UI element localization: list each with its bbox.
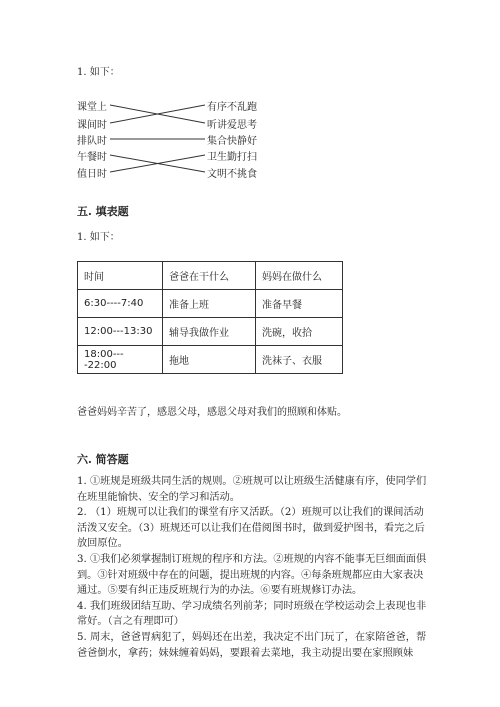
table-cell: 拖地	[163, 346, 256, 374]
matching-right-item: 卫生勤打扫	[207, 152, 257, 163]
table-cell: 准备上班	[163, 290, 256, 318]
matching-left-item: 课堂上	[77, 102, 107, 113]
table-row	[78, 346, 343, 374]
header-cell: 妈妈在做什么	[256, 262, 343, 290]
answer-line: 爸爸倒水，拿药；妹妹缠着妈妈，要跟着去菜地，我主动提出要在家照顾妹	[77, 647, 414, 659]
answer-line: 放回原位。	[77, 538, 128, 550]
schedule-table	[77, 261, 343, 374]
matching-left-item: 排队时	[77, 136, 107, 147]
short-answer-body	[77, 474, 437, 661]
matching-left-item: 值日时	[77, 169, 107, 180]
table-cell: 洗袜子、衣服	[256, 346, 343, 374]
table-cell: 18:00----22:00	[78, 346, 163, 374]
answer-line: 常好。（言之有理即可）	[77, 616, 184, 628]
table-cell: 洗碗，收拾	[256, 318, 343, 346]
matching-right-item: 有序不乱跑	[207, 102, 257, 113]
answer-line: 在班里能愉快、安全的学习和活动。	[77, 491, 240, 503]
matching-right-item: 听讲爱思考	[207, 120, 257, 131]
table-header-row	[78, 262, 343, 290]
table-cell: 12:00---13:30	[78, 318, 163, 346]
matching-right-item: 集合快静好	[207, 136, 257, 147]
section-title-fill-table: 五. 填表题	[77, 205, 129, 218]
answer-line: 5. 周末，爸爸胃病犯了，妈妈还在出差，我决定不出门玩了，在家陪爸爸，帮	[77, 631, 427, 643]
table-row	[78, 318, 343, 346]
answer-line: 4. 我们班级团结互助、学习成绩名列前茅；同时班级在学校运动会上表现也非	[77, 600, 427, 612]
answer-line: 3. ①我们必须掌握制订班规的程序和方法。②班规的内容不能事无巨细面面俱	[77, 553, 427, 565]
header-cell: 时间	[78, 262, 163, 290]
table-row	[78, 290, 343, 318]
matching-left-item: 课间时	[77, 120, 107, 131]
table-cell: 辅导我做作业	[163, 318, 256, 346]
answer-line: 到。③针对班级中存在的问题，提出班规的内容。④每条班规都应由大家表决	[77, 569, 424, 581]
answer-line: 通过。⑤要有纠正违反班规行为的办法。⑥要有班规修订办法。	[77, 585, 363, 597]
header-cell: 爸爸在干什么	[163, 262, 256, 290]
answer-line: 2. （1）班规可以让我们的课堂有序又活跃。（2）班规可以让我们的课间活动	[77, 507, 424, 519]
item-label-fill-table: 1. 如下：	[77, 232, 120, 243]
answer-line: 1. ①班规是班级共同生活的规则。②班规可以让班级生活健康有序，使同学们	[77, 476, 427, 487]
section-title-short-answer: 六. 简答题	[77, 453, 129, 466]
item-label-matching: 1. 如下：	[77, 67, 120, 78]
matching-left-item: 午餐时	[77, 152, 107, 163]
table-cell: 准备早餐	[256, 290, 343, 318]
matching-right-item: 文明不挑食	[207, 169, 257, 180]
table-note: 爸爸妈妈辛苦了，感恩父母，感恩父母对我们的照顾和体贴。	[77, 407, 347, 418]
table-cell: 6:30----7:40	[78, 290, 163, 318]
answer-line: 活泼又安全。（3）班规还可以让我们在借阅图书时，做到爱护图书，看完之后	[77, 522, 425, 534]
